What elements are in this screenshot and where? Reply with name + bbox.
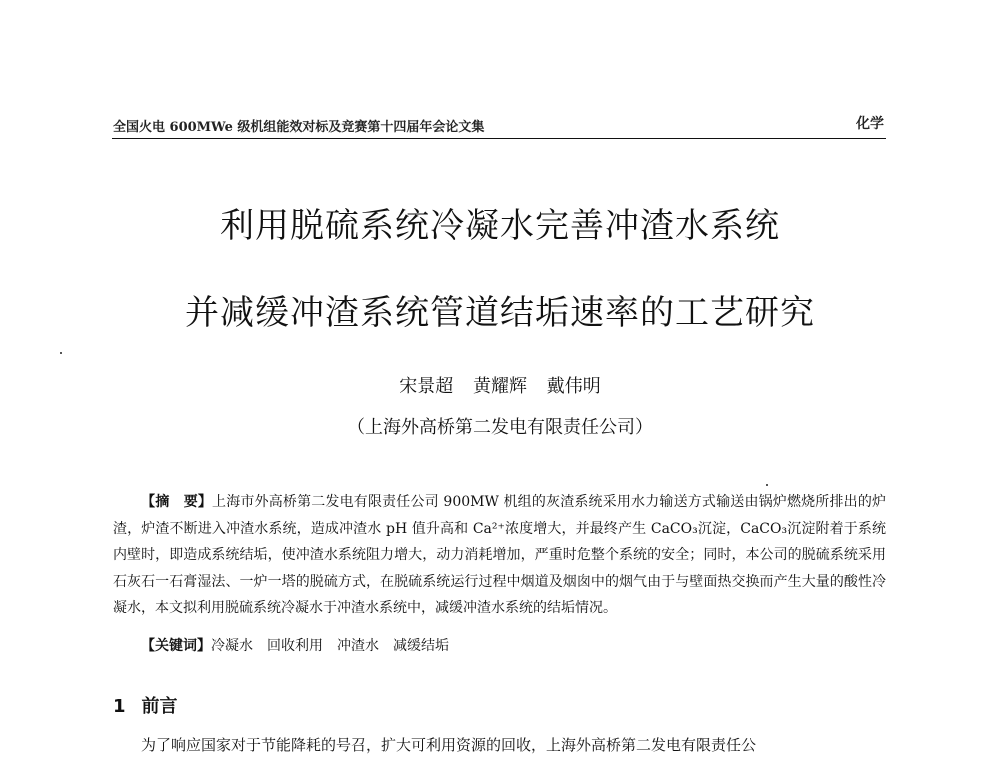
abstract-label: 【摘 要】 bbox=[141, 494, 213, 510]
scan-speck bbox=[766, 484, 768, 486]
abstract bbox=[113, 489, 886, 622]
keyword: 冷凝水 bbox=[211, 638, 253, 654]
authors: 宋景超 黄耀辉 戴伟明 bbox=[399, 376, 601, 397]
scan-speck bbox=[60, 352, 62, 354]
running-header-section: 化学 bbox=[856, 116, 884, 132]
section-heading bbox=[113, 692, 178, 718]
keyword: 冲渣水 bbox=[337, 638, 379, 654]
running-header-journal: 全国火电 600MWe 级机组能效对标及竞赛第十四届年会论文集 bbox=[113, 120, 485, 135]
keywords bbox=[141, 635, 463, 655]
keyword: 减缓结垢 bbox=[393, 638, 449, 654]
body-paragraph: 为了响应国家对于节能降耗的号召，扩大可利用资源的回收，上海外高桥第二发电有限责任公 bbox=[141, 736, 757, 754]
abstract-text: 上海市外高桥第二发电有限责任公司 900MW 机组的灰渣系统采用水力输送方式输送由锅炉燃烧所排出的炉渣，炉渣不断进入冲渣水系统，造成冲渣水 pH 值升高和 Ca²⁺浓度增大，并最终产生 CaCO₃沉淀，CaCO₃沉淀附着于系统内壁时，即造成系统结垢，使冲渣水系统阻力增大，动力消耗增加，严重时危整个系统的安全；同时，本公司的脱硫系统采用石灰石一石膏湿法、一炉一塔的脱硫方式，在脱硫系统运行过程中烟道及烟囱中的烟气由于与壁面热交换而产生大量的酸性冷凝水，本文拟利用脱硫系统冷凝水于冲渣水系统中，减缓冲渣水系统的结垢情况。 bbox=[113, 494, 886, 616]
paper-title-line-2: 并减缓冲渣系统管道结垢速率的工艺研究 bbox=[185, 293, 815, 333]
keyword: 回收利用 bbox=[267, 638, 323, 654]
paper-title-line-1: 利用脱硫系统冷凝水完善冲渣水系统 bbox=[220, 206, 780, 246]
section-number: 1 bbox=[113, 696, 126, 717]
keywords-label: 【关键词】 bbox=[141, 638, 211, 654]
header-rule bbox=[112, 138, 886, 139]
section-title: 前言 bbox=[141, 696, 178, 717]
affiliation: （上海外高桥第二发电有限责任公司） bbox=[347, 417, 653, 438]
